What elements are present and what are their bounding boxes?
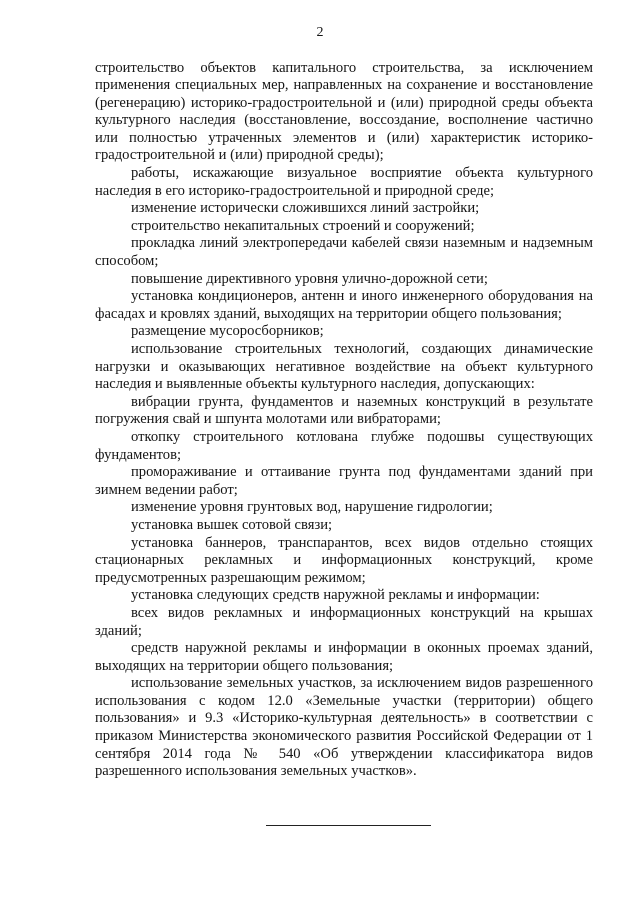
paragraph-soil-vibration: вибрации грунта, фундаментов и наземных конструкций в результате погружения свай и шпунта молотами или вибраторами; bbox=[95, 393, 593, 428]
paragraph-visual-perception-works: работы, искажающие визуальное восприятие объекта культурного наследия в его историко-градостроительной и природной среде; bbox=[95, 165, 593, 199]
paragraph-window-advertising: средств наружной рекламы и информации в оконных проемах зданий, выходящих на территории общего пользования; bbox=[95, 640, 593, 674]
paragraph-groundwater-change: изменение уровня грунтовых вод, нарушение гидрологии; bbox=[131, 499, 493, 516]
footer-divider bbox=[266, 825, 431, 826]
paragraph-construction-technologies: использование строительных технологий, создающих динамические нагрузки и оказывающих негативное воздействие на объект культурного наследия и выявленные объекты культурного наследия, допускающих: bbox=[95, 341, 593, 393]
paragraph-roof-advertising: всех видов рекламных и информационных конструкций на крышах зданий; bbox=[95, 604, 593, 639]
paragraph-land-use: использование земельных участков, за исключением видов разрешенного использования с кодом 12.0 «Земельные участки (территории) общего пользования» и 9.3 «Историко-культурная деятельность» в соответствии с приказом Министерства экономического развития Российской Федерации от 1 сентября 2014 года № 540 «Об утверждении классификатора видов разрешенного использования земельных участков». bbox=[95, 675, 593, 780]
paragraph-capital-construction: строительство объектов капитального строительства, за исключением применения специальных мер, направленных на сохранение и восстановление (регенерацию) историко-градостроительной и (или) природной среды объекта культурного наследия (восстановление, воссоздание, восполнение частично или полностью утраченных элементов и (или) характеристик историко-градостроительной и (или) природной среды); bbox=[95, 59, 593, 164]
paragraph-pit-excavation: откопку строительного котлована глубже подошвы существующих фундаментов; bbox=[95, 428, 593, 463]
paragraph-banners: установка баннеров, транспарантов, всех видов отдельно стоящих стационарных рекламных и информационных конструкций, кроме предусмотренных разрешающим режимом; bbox=[95, 534, 593, 586]
paragraph-outdoor-advertising: установка следующих средств наружной рекламы и информации: bbox=[131, 587, 540, 604]
paragraph-cell-towers: установка вышек сотовой связи; bbox=[131, 516, 333, 533]
paragraph-noncapital-structures: строительство некапитальных строений и сооружений; bbox=[131, 217, 475, 234]
document-body bbox=[95, 60, 593, 781]
paragraph-building-lines-change: изменение исторически сложившихся линий застройки; bbox=[131, 200, 480, 217]
paragraph-facade-equipment: установка кондиционеров, антенн и иного инженерного оборудования на фасадах и кровлях зданий, выходящих на территории общего пользования; bbox=[95, 288, 593, 322]
paragraph-garbage-collectors: размещение мусоросборников; bbox=[131, 323, 324, 340]
paragraph-soil-freezing: промораживание и оттаивание грунта под фундаментами зданий при зимнем ведении работ; bbox=[95, 464, 593, 498]
page-number: 2 bbox=[316, 25, 324, 40]
paragraph-power-cable-lines: прокладка линий электропередачи кабелей связи наземным и надземным способом; bbox=[95, 235, 593, 270]
paragraph-road-level-increase: повышение директивного уровня улично-дорожной сети; bbox=[131, 270, 488, 287]
